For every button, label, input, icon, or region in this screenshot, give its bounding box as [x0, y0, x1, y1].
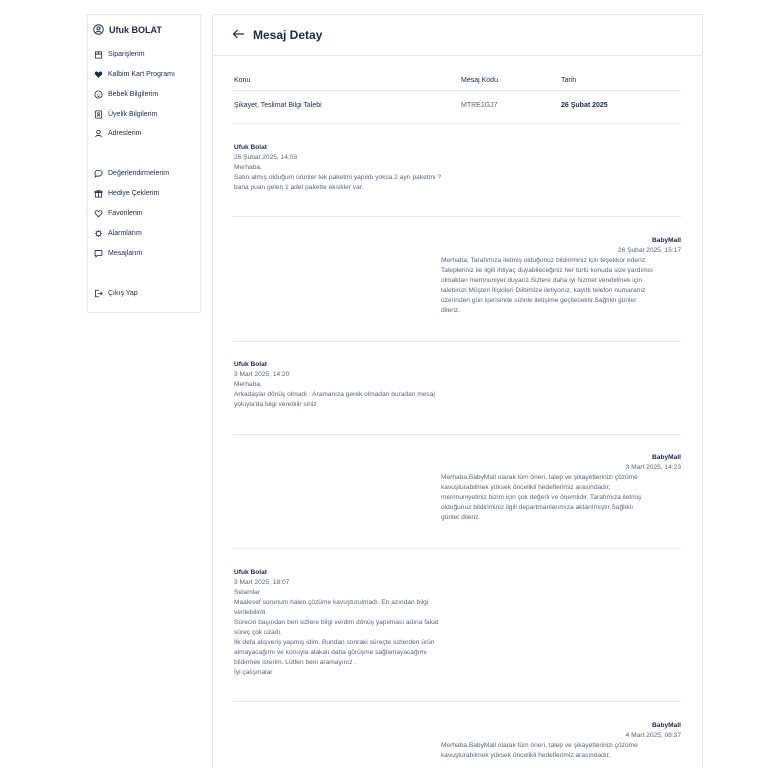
message-date: 3 Mart 2025, 18:07 [234, 579, 290, 586]
box-icon [94, 50, 103, 59]
gift-icon [94, 189, 103, 198]
baby-icon [94, 90, 103, 99]
message-body: Merhaba, Satın almış olduğum ürünler tek paketmi yapıldı yoksa 2 ayrı paketmi ? bana puan gelen 1 adet pakette eksikler var. [234, 164, 442, 191]
message-body: Merhaba, Tarafımıza iletmiş olduğunuz bildiriminiz için teşekkür ederiz. Talepleriniz ile ilgili ihtiyaç duyabileceğiniz her türlü konuda size yardımcı olmaktan memnuniyet duyarız.Sizlere daha iyi hizmet verebilmek için talebinizi Müşteri İlişkileri Diibimize iletiyoruz, kayıtlı telefon numaranız üzerinden gün içerisinde sizinle iletişime geçilecektir.Sağlıklı günler dileriz. [441, 257, 653, 314]
menu-item-logout[interactable]: Çıkış Yap [94, 289, 138, 298]
message-date: 4 Mart 2025, 08:37 [625, 732, 681, 739]
subject-header: Konu [234, 77, 251, 84]
message-body: Merhaba,BabyMall olarak tüm öneri, talep ve şikayetlerinizi çözüme kavuşturabilmek yüksek öncelikli hedeflerimiz arasındadır, [441, 742, 638, 759]
menu-item-heart-card[interactable]: Kalbim Kart Programı [94, 70, 175, 79]
message-body: Merhaba, Arkadaşlar dönüş olmadı . Aramanıza gerek olmadan buradan mesaj yoluyla'da bilgi verebilir siniz [234, 381, 435, 408]
message-item [234, 568, 494, 678]
account-sidebar [87, 14, 201, 313]
user-icon [93, 24, 104, 35]
message-date: 26 Şubat 2025, 15:17 [617, 247, 681, 254]
message-date: 3 Mart 2025, 14:23 [625, 464, 681, 471]
code-header: Mesaj Kodu [461, 77, 498, 84]
menu-item-membership[interactable]: Üyelik Bilgilerim [94, 110, 157, 119]
message-item [234, 360, 494, 410]
code-value: MTRE1GJ7 [461, 102, 498, 109]
message-sender: BabyMall [652, 722, 681, 729]
date-value: 26 Şubat 2025 [561, 102, 608, 109]
message-body: Selamlar Maalesef sorunum halen çözüme kavuşturulmadı. En azından bilgi verilebilirdi. Sürecin başından beri sizlere bilgi verdim dönüş yapılması adına fakat süreç çok uzadı. İlk defa alışveriş yapmış idim. Bundan sonraki süreçte sizlerden ürün almayacağımı ve konuyla alakalı daha görüşme sağlamayacağımı bildirmek isterim. Lütfen beni aramayınız . İyi çalışmalar [234, 589, 439, 676]
message-item [441, 721, 681, 761]
message-sender: Ufuk Bolat [234, 569, 267, 576]
divider [233, 216, 681, 217]
divider [233, 90, 681, 91]
menu-item-reviews[interactable]: Değerlendirmelerim [94, 169, 169, 178]
menu-item-messages[interactable]: Mesajlarım [94, 249, 142, 258]
divider [233, 434, 681, 435]
menu-item-favorites[interactable]: Favorilerim [94, 209, 143, 218]
message-sender: BabyMall [652, 237, 681, 244]
message-item [441, 236, 681, 316]
message-sender: Ufuk Bolat [234, 144, 267, 151]
menu-item-alarms[interactable]: Alarmlarım [94, 229, 142, 238]
divider [233, 701, 681, 702]
message-detail-panel [212, 14, 703, 768]
address-icon [94, 129, 103, 138]
alarm-icon [94, 229, 103, 238]
menu-item-orders[interactable]: Siparişlerim [94, 50, 145, 59]
divider [233, 548, 681, 549]
panel-header [213, 15, 702, 56]
user-header [93, 24, 162, 35]
message-icon [94, 249, 103, 258]
message-date: 3 Mart 2025, 14:20 [234, 371, 290, 378]
id-card-icon [94, 110, 103, 119]
heart-card-icon [94, 70, 103, 79]
logout-icon [94, 289, 103, 298]
message-item [441, 453, 681, 523]
comment-icon [94, 169, 103, 178]
subject-value: Şikayet, Teslimat Bilgi Talebi [234, 102, 322, 109]
date-header: Tarih [561, 77, 577, 84]
menu-item-baby-info[interactable]: Bebek Bilgilerim [94, 90, 158, 99]
message-sender: BabyMall [652, 454, 681, 461]
message-date: 26 Şubat 2025, 14:03 [234, 154, 298, 161]
divider [233, 341, 681, 342]
message-body: Merhaba,BabyMall olarak tüm öneri, talep ve şikayetlerinizi çözüme kavuşturabilmek yüksek öncelikli hedeflerimiz arasındadır, memnuniyetiniz bizim için çok değerli ve önemlidir. Tarafımıza iletmiş olduğunuz bildiriminiz ilgili departmanlarımıza aktarılmıştır.Sağlıklı günler dileriz. [441, 474, 642, 521]
user-name: Ufuk BOLAT [109, 24, 162, 35]
divider [233, 123, 681, 124]
menu-item-addresses[interactable]: Adreslerim [94, 129, 141, 138]
back-arrow-icon[interactable] [232, 28, 245, 40]
page-title: Mesaj Detay [253, 28, 323, 42]
heart-icon [94, 209, 103, 218]
message-item [234, 143, 494, 193]
menu-item-gift-checks[interactable]: Hediye Çeklerim [94, 189, 159, 198]
message-sender: Ufuk Bolat [234, 361, 267, 368]
